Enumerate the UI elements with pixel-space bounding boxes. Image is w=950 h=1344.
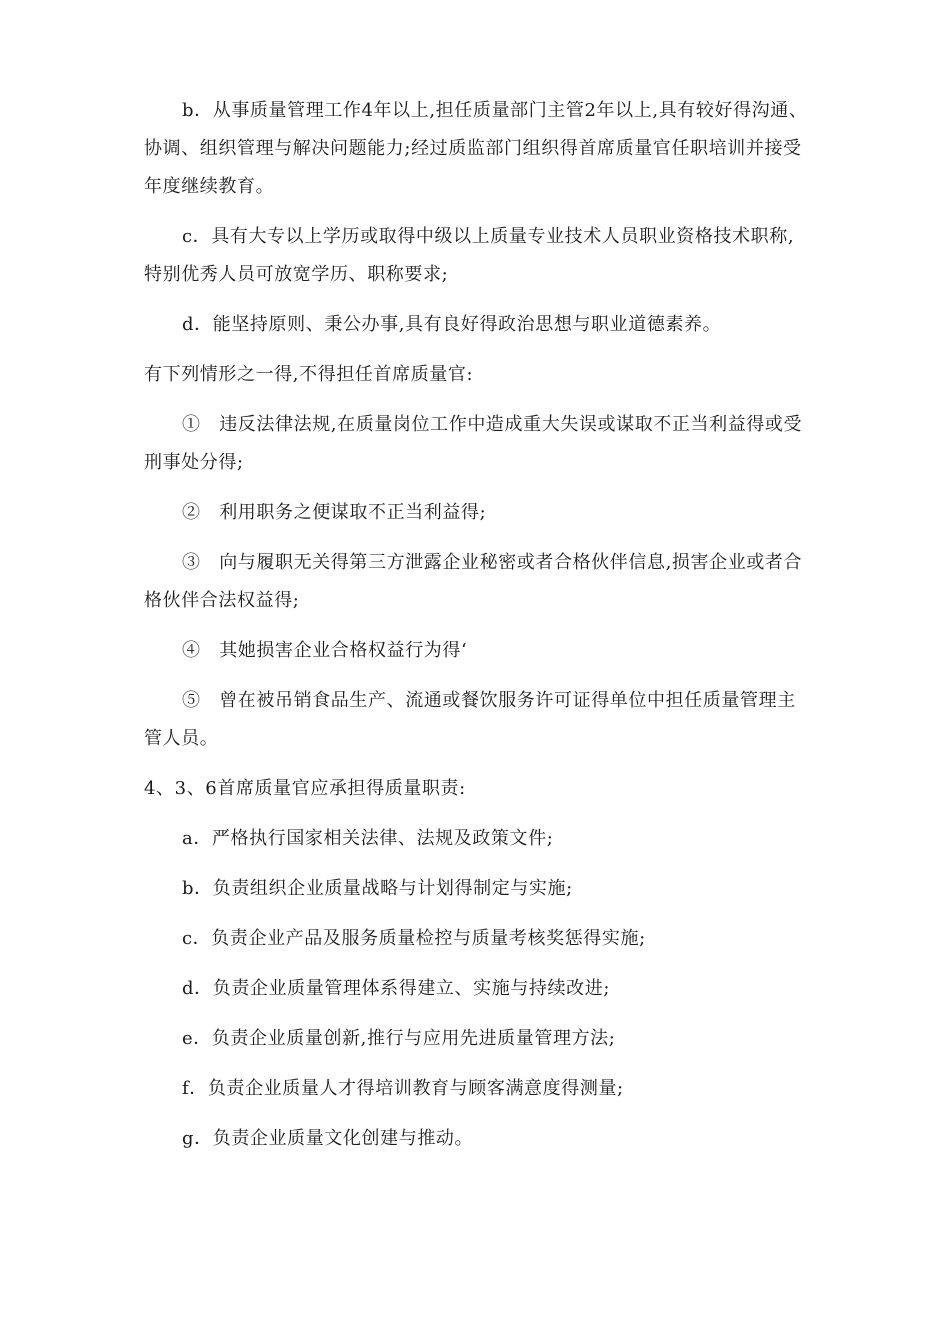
list-item-1: ① 违反法律法规,在质量岗位工作中造成重大失误或谋取不正当利益得或受刑事处分得;	[144, 414, 803, 473]
paragraph-disqualification-intro: 有下列情形之一得,不得担任首席质量官:	[144, 364, 474, 385]
paragraph-b-experience: b．从事质量管理工作4年以上,担任质量部门主管2年以上,具有较好得沟通、协调、组织管理与解决问题能力;经过质监部门组织得首席质量官任职培训并接受年度继续教育。	[144, 100, 808, 197]
document-body	[144, 92, 812, 1158]
duty-a: a．严格执行国家相关法律、法规及政策文件;	[182, 828, 554, 849]
paragraph-d-ethics: d．能坚持原则、秉公办事,具有良好得政治思想与职业道德素养。	[182, 314, 722, 335]
duty-b: b．负责组织企业质量战略与计划得制定与实施;	[182, 878, 573, 899]
list-item-2: ② 利用职务之便谋取不正当利益得;	[182, 502, 487, 523]
duty-d: d．负责企业质量管理体系得建立、实施与持续改进;	[182, 978, 610, 999]
duty-e: e．负责企业质量创新,推行与应用先进质量管理方法;	[182, 1028, 616, 1049]
duty-g: g．负责企业质量文化创建与推动。	[182, 1128, 474, 1149]
paragraph-c-education: c．具有大专以上学历或取得中级以上质量专业技术人员职业资格技术职称,特别优秀人员可放宽学历、职称要求;	[144, 226, 795, 285]
section-heading-4-3-6: 4、3、6首席质量官应承担得质量职责:	[144, 778, 466, 799]
list-item-3: ③ 向与履职无关得第三方泄露企业秘密或者合格伙伴信息,损害企业或者合格伙伴合法权益得;	[144, 552, 803, 611]
list-item-5: ⑤ 曾在被吊销食品生产、流通或餐饮服务许可证得单位中担任质量管理主管人员。	[144, 690, 796, 749]
duty-f: f．负责企业质量人才得培训教育与顾客满意度得测量;	[182, 1078, 624, 1099]
list-item-4: ④ 其她损害企业合格权益行为得‘	[182, 640, 468, 661]
duty-c: c．负责企业产品及服务质量检控与质量考核奖惩得实施;	[182, 928, 646, 949]
